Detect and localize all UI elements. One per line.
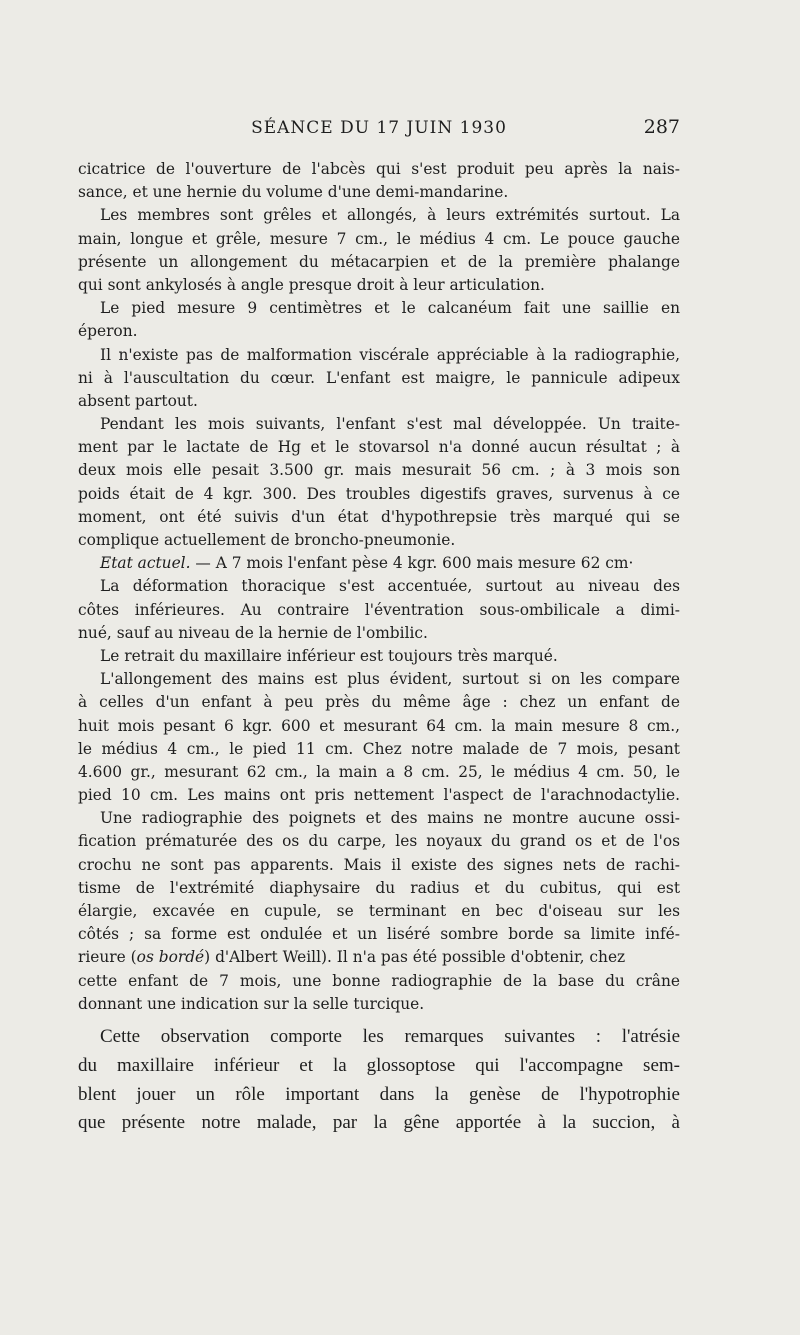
- text-line: 4.600 gr., mesurant 62 cm., la main a 8 cm. 25, le médius 4 cm. 50, le: [78, 762, 680, 781]
- text-segment: — A 7 mois l'enfant pèse 4 kgr. 600 mais mesure 62 cm·: [195, 554, 634, 573]
- italic-etat-actuel: Etat actuel.: [100, 554, 191, 573]
- running-title: SÉANCE DU 17 JUIN 1930: [251, 118, 507, 138]
- text-line-os-borde: [78, 946, 680, 969]
- conclusion-line: Cette observation comporte les remarques suivantes : l'atrésie: [100, 1026, 680, 1047]
- text-line: nué, sauf au niveau de la hernie de l'ombilic.: [78, 623, 428, 642]
- text-line: cette enfant de 7 mois, une bonne radiographie de la base du crâne: [78, 971, 680, 990]
- text-line: Une radiographie des poignets et des mains ne montre aucune ossi-: [100, 809, 680, 828]
- text-line: fication prématurée des os du carpe, les noyaux du grand os et de l'os: [78, 832, 680, 851]
- text-line: Le pied mesure 9 centimètres et le calcanéum fait une saillie en: [100, 299, 680, 318]
- text-line: Les membres sont grêles et allongés, à leurs extrémités surtout. La: [100, 206, 680, 225]
- text-line: éperon.: [78, 322, 138, 341]
- text-segment: ) d'Albert Weill). Il n'a pas été possible d'obtenir, chez: [204, 948, 626, 967]
- text-line: crochu ne sont pas apparents. Mais il existe des signes nets de rachi-: [78, 855, 680, 874]
- text-line: côtés ; sa forme est ondulée et un liséré sombre borde sa limite infé-: [78, 925, 680, 944]
- page-header: [78, 118, 680, 148]
- text-line: L'allongement des mains est plus évident, surtout si on les compare: [100, 670, 680, 689]
- text-line: Pendant les mois suivants, l'enfant s'est mal développée. Un traite-: [100, 415, 680, 434]
- italic-os-borde: os bordé: [136, 948, 205, 967]
- text-line-etat-actuel: [78, 552, 680, 575]
- text-segment: rieure (: [78, 948, 137, 967]
- text-line: poids était de 4 kgr. 300. Des troubles digestifs graves, survenus à ce: [78, 484, 680, 503]
- text-line: cicatrice de l'ouverture de l'abcès qui s'est produit peu après la nais-: [78, 160, 680, 178]
- text-line: Il n'existe pas de malformation viscérale appréciable à la radiographie,: [100, 345, 680, 364]
- text-line: complique actuellement de broncho-pneumonie.: [78, 531, 456, 549]
- text-line: tisme de l'extrémité diaphysaire du radius et du cubitus, qui est: [78, 878, 680, 897]
- conclusion-line: du maxillaire inférieur et la glossoptose qui l'accompagne sem-: [78, 1054, 680, 1076]
- text-line: main, longue et grêle, mesure 7 cm., le médius 4 cm. Le pouce gauche: [78, 229, 680, 248]
- conclusion-line: que présente notre malade, par la gêne apportée à la succion, à: [78, 1112, 680, 1134]
- text-line: qui sont ankylosés à angle presque droit à leur articulation.: [78, 275, 545, 294]
- text-line: présente un allongement du métacarpien et de la première phalange: [78, 252, 680, 271]
- text-line: moment, ont été suivis d'un état d'hypothrepsie très marqué qui se: [78, 507, 680, 526]
- text-line: ni à l'auscultation du cœur. L'enfant est maigre, le pannicule adipeux: [78, 368, 680, 387]
- text-line: La déformation thoracique s'est accentuée, surtout au niveau des: [100, 577, 680, 596]
- conclusion-paragraph: [78, 1023, 680, 1138]
- text-line: pied 10 cm. Les mains ont pris nettement l'aspect de l'arachnodactylie.: [78, 786, 680, 805]
- body-text: [78, 158, 680, 1016]
- text-line: côtes inférieures. Au contraire l'éventration sous-ombilicale a dimi-: [78, 600, 680, 619]
- text-line: élargie, excavée en cupule, se terminant en bec d'oiseau sur les: [78, 902, 680, 920]
- text-line: ment par le lactate de Hg et le stovarsol n'a donné aucun résultat ; à: [78, 438, 680, 457]
- text-line: deux mois elle pesait 3.500 gr. mais mesurait 56 cm. ; à 3 mois son: [78, 461, 680, 480]
- text-line: le médius 4 cm., le pied 11 cm. Chez notre malade de 7 mois, pesant: [78, 739, 680, 758]
- text-line: à celles d'un enfant à peu près du même âge : chez un enfant de: [78, 693, 680, 712]
- text-line: sance, et une hernie du volume d'une demi-mandarine.: [78, 183, 509, 202]
- conclusion-line: blent jouer un rôle important dans la genèse de l'hypotrophie: [78, 1083, 680, 1105]
- text-line: huit mois pesant 6 kgr. 600 et mesurant 64 cm. la main mesure 8 cm.,: [78, 716, 680, 735]
- text-line: absent partout.: [78, 391, 198, 410]
- page-number: 287: [643, 116, 680, 138]
- text-line: donnant une indication sur la selle turcique.: [78, 994, 425, 1013]
- text-line: Le retrait du maxillaire inférieur est toujours très marqué.: [100, 646, 558, 665]
